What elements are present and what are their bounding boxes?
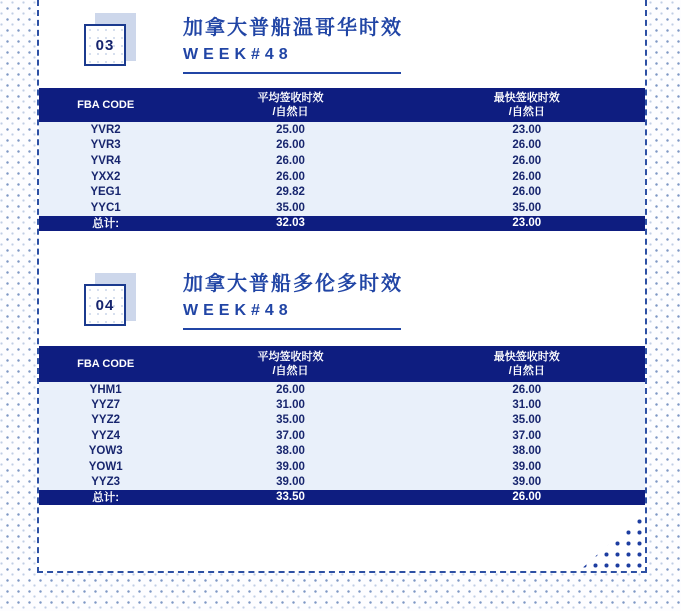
title-underline [183,72,401,74]
table-header-row [39,346,645,382]
table-total-row: 总计: 33.50 26.00 [39,490,645,505]
table-header-row [39,88,645,122]
content-panel [37,0,647,573]
table-row: YYZ2 35.00 35.00 [39,413,645,428]
dot-triangle-decoration [579,512,645,571]
table-total-row: 总计: 32.03 23.00 [39,216,645,231]
table-row: YVR4 26.00 26.00 [39,153,645,169]
section-title: 加拿大普船温哥华时效 [183,17,403,39]
table-row: YOW1 39.00 39.00 [39,459,645,474]
header-avg-time: 平均签收时效 /自然日 [257,351,324,377]
table-row: YHM1 26.00 26.00 [39,382,645,397]
title-underline [183,328,401,330]
section-title: 加拿大普船多伦多时效 [183,273,403,295]
section-number: 03 [95,36,115,54]
table-row: YYZ7 31.00 31.00 [39,397,645,412]
table-row: YEG1 29.82 26.00 [39,184,645,200]
table-toronto [39,346,645,505]
header-fastest-time: 最快签收时效 /自然日 [493,92,560,118]
section-number-badge [84,284,126,326]
section-title-block [183,270,443,330]
header-avg-time: 平均签收时效 /自然日 [257,92,324,118]
table-row: YXX2 26.00 26.00 [39,169,645,185]
table-row: YOW3 38.00 38.00 [39,444,645,459]
table-row: YYC1 35.00 35.00 [39,200,645,216]
table-row: YYZ3 39.00 39.00 [39,474,645,489]
section-number: 04 [95,296,115,314]
section-week: WEEK#48 [183,302,293,319]
section-week: WEEK#48 [183,46,293,63]
header-fastest-time: 最快签收时效 /自然日 [493,351,560,377]
section-title-block [183,14,443,74]
table-vancouver [39,88,645,231]
header-fba-code: FBA CODE [77,358,135,370]
header-fba-code: FBA CODE [77,99,135,111]
section-number-badge [84,24,126,66]
table-row: YVR2 25.00 23.00 [39,122,645,138]
table-row: YVR3 26.00 26.00 [39,138,645,154]
table-row: YYZ4 37.00 37.00 [39,428,645,443]
